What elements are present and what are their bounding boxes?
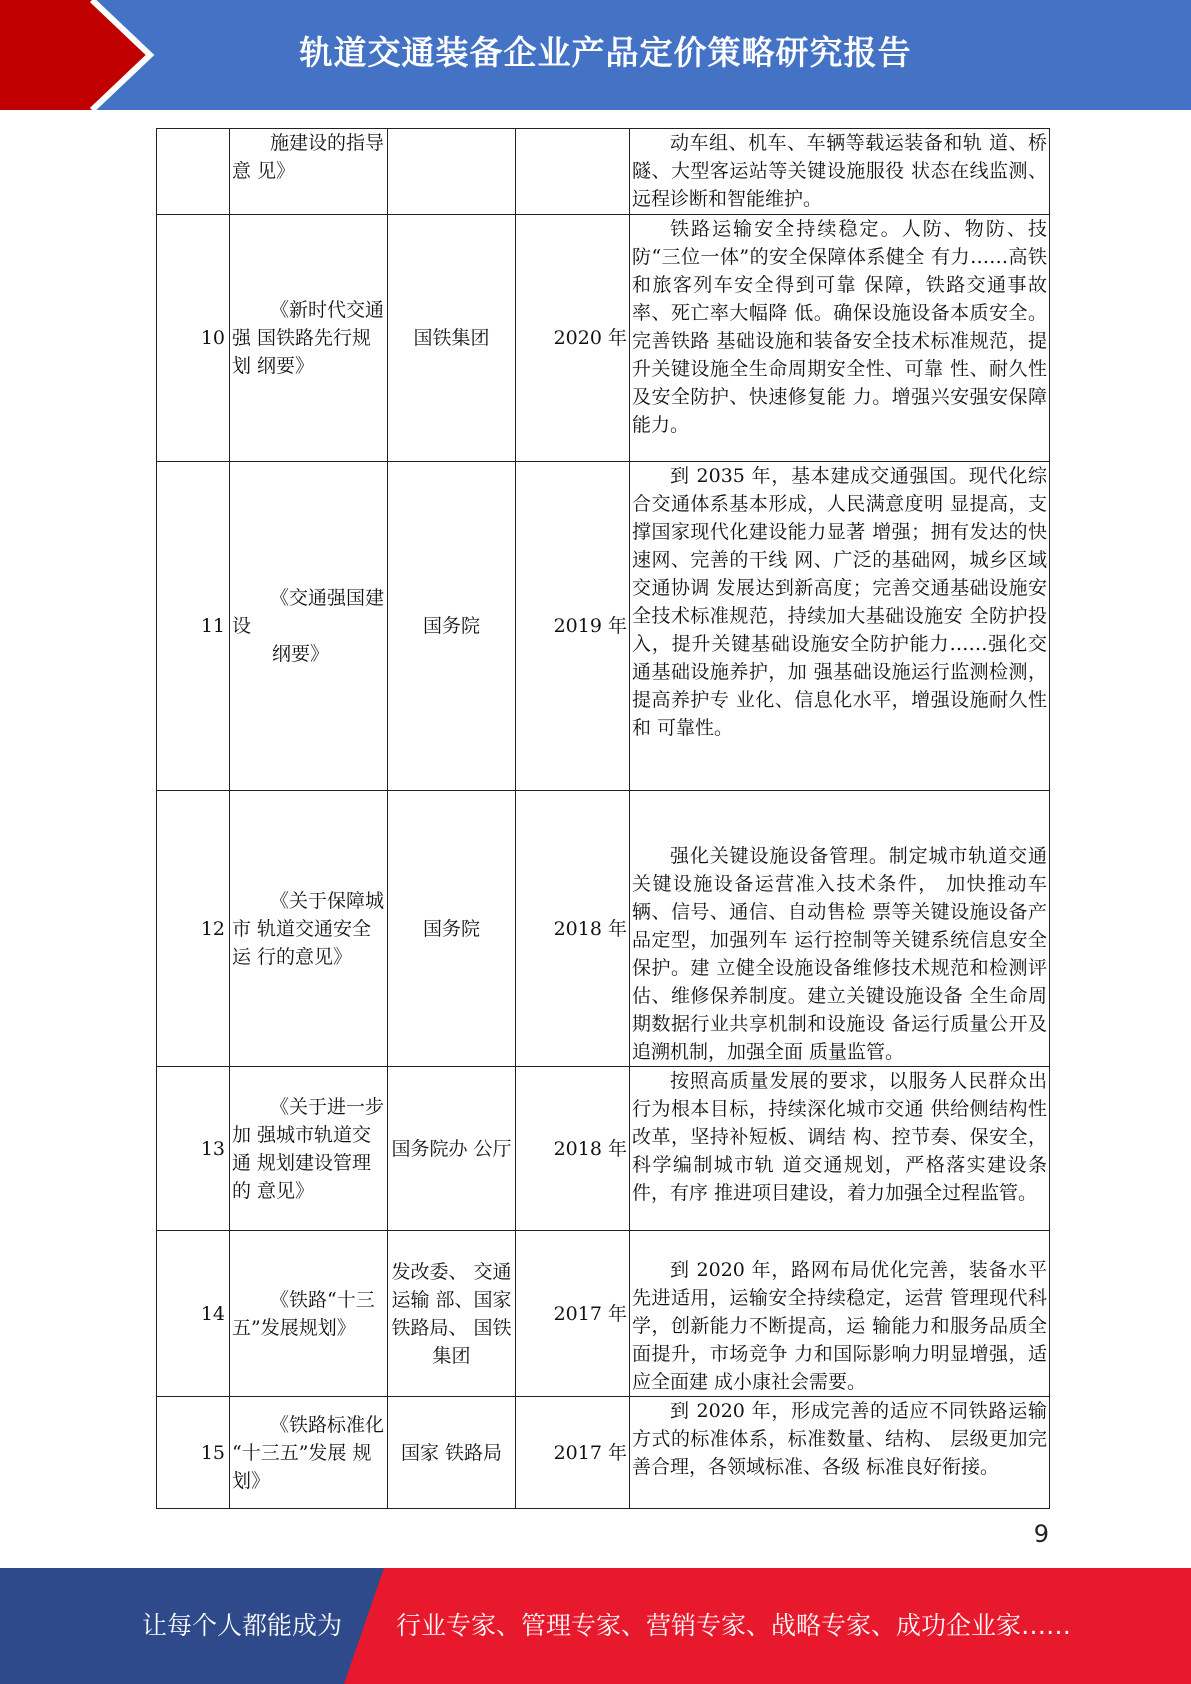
policy-content	[630, 1067, 1050, 1231]
policy-name-text: 施建设的指导意 见》	[232, 132, 385, 182]
policy-name	[230, 1231, 388, 1397]
issuing-organization: 国务院办 公厅	[388, 1067, 516, 1231]
row-number	[157, 129, 230, 215]
issuing-organization: 国务院	[388, 462, 516, 791]
policy-content-text: 到 2020 年，路网布局优化完善，装备水平先进适用，运输安全持续稳定，运营 管理现代科学，创新能力不断提高，运 输能力和服务品质全面提升，市场竞争 力和国际影响力明显增强，适应全面建 成小康社会需要。	[632, 1259, 1047, 1393]
report-title: 轨道交通装备企业产品定价策略研究报告	[299, 33, 912, 72]
policy-name	[230, 215, 388, 462]
policy-content-text: 动车组、机车、车辆等载运装备和轨 道、桥隧、大型客运站等关键设施服役 状态在线监测、远程诊断和智能维护。	[632, 132, 1047, 210]
policy-content	[630, 1397, 1050, 1509]
policy-name-text-line2: 纲要》	[272, 643, 330, 665]
policy-name-text: 《关于保障城市 轨道交通安全运 行的意见》	[232, 889, 385, 968]
table-row	[157, 1067, 1050, 1231]
issuing-organization	[388, 129, 516, 215]
policy-content	[630, 215, 1050, 462]
table-row	[157, 215, 1050, 462]
policy-content-text: 按照高质量发展的要求，以服务人民群众出行为根本目标，持续深化城市交通 供给侧结构性改革，坚持补短板、调结 构、控节奏、保安全，科学编制城市轨 道交通规划，严格落实建设条件，有序 推进项目建设，着力加强全过程监管。	[632, 1070, 1047, 1204]
policy-name-text: 《关于进一步加 强城市轨道交通 规划建设管理的 意见》	[232, 1095, 385, 1202]
issue-year: 2018 年	[516, 1067, 630, 1231]
issue-year: 2017 年	[516, 1231, 630, 1397]
row-number: 11	[157, 462, 230, 791]
issue-year: 2017 年	[516, 1397, 630, 1509]
table-row	[157, 1397, 1050, 1509]
page-number: 9	[1033, 1520, 1049, 1548]
footer-slogan-right: 行业专家、管理专家、营销专家、战略专家、成功企业家……	[396, 1611, 1072, 1640]
policy-content-text: 铁路运输安全持续稳定。人防、物防、技防“三位一体”的安全保障体系健全 有力……高铁和旅客列车安全得到可靠 保障，铁路交通事故率、死亡率大幅降 低。确保设施设备本质安全。完善铁路 基础设施和装备安全技术标准规范，提 升关键设施全生命周期安全性、可靠 性、耐久性及安全防护、快速修复能 力。增强兴安强安保障能力。	[632, 218, 1047, 436]
policy-content	[630, 129, 1050, 215]
policy-name-text: 《交通强国建设	[232, 587, 385, 637]
policy-table	[156, 128, 1050, 1509]
row-number: 15	[157, 1397, 230, 1509]
row-number: 13	[157, 1067, 230, 1231]
issue-year: 2020 年	[516, 215, 630, 462]
issuing-organization: 国家 铁路局	[388, 1397, 516, 1509]
policy-content	[630, 791, 1050, 1067]
policy-content-text: 强化关键设施设备管理。制定城市轨道交通关键设施设备运营准入技术条件， 加快推动车辆、信号、通信、自动售检 票等关键设施设备产品定型，加强列车 运行控制等关键系统信息安全保护。建 立健全设施设备维修技术规范和检测评 估、维修保养制度。建立关键设施设备 全生命周期数据行业共享机制和设施设 备运行质量公开及追溯机制，加强全面 质量监管。	[632, 845, 1047, 1063]
policy-name	[230, 129, 388, 215]
row-number: 14	[157, 1231, 230, 1397]
policy-name	[230, 462, 388, 791]
policy-name	[230, 791, 388, 1067]
page-header	[0, 0, 1191, 110]
policy-name-text: 《铁路标准化 “十三五”发展 规划》	[232, 1413, 385, 1492]
policy-name	[230, 1067, 388, 1231]
table-row	[157, 791, 1050, 1067]
issue-year: 2019 年	[516, 462, 630, 791]
table-row	[157, 129, 1050, 215]
policy-content	[630, 1231, 1050, 1397]
issue-year	[516, 129, 630, 215]
issue-year: 2018 年	[516, 791, 630, 1067]
row-number: 10	[157, 215, 230, 462]
footer-slogan-left: 让每个人都能成为	[142, 1611, 343, 1640]
page-footer	[0, 1568, 1191, 1684]
issuing-organization: 国铁集团	[388, 215, 516, 462]
policy-name-text: 《铁路“十三五”发展规划》	[232, 1288, 375, 1339]
policy-content	[630, 462, 1050, 791]
policy-name	[230, 1397, 388, 1509]
issuing-organization: 国务院	[388, 791, 516, 1067]
policy-content-text: 到 2020 年，形成完善的适应不同铁路运输方式的标准体系，标准数量、结构、 层级更加完善合理，各领域标准、各级 标准良好衔接。	[632, 1400, 1047, 1478]
table-row	[157, 1231, 1050, 1397]
row-number: 12	[157, 791, 230, 1067]
issuing-organization: 发改委、 交通运输 部、国家铁路局、 国铁集团	[388, 1231, 516, 1397]
table-row	[157, 462, 1050, 791]
policy-name-text: 《新时代交通强 国铁路先行规划 纲要》	[232, 299, 385, 377]
policy-content-text: 到 2035 年，基本建成交通强国。现代化综合交通体系基本形成，人民满意度明 显提高，支撑国家现代化建设能力显著 增强；拥有发达的快速网、完善的干线 网、广泛的基础网，城乡区域交通协调 发展达到新高度；完善交通基础设施安 全技术标准规范，持续加大基础设施安 全防护投入，提升关键基础设施安全防护能力……强化交通基础设施养护，加 强基础设施运行监测检测，提高养护专 业化、信息化水平，增强设施耐久性和 可靠性。	[632, 465, 1047, 739]
